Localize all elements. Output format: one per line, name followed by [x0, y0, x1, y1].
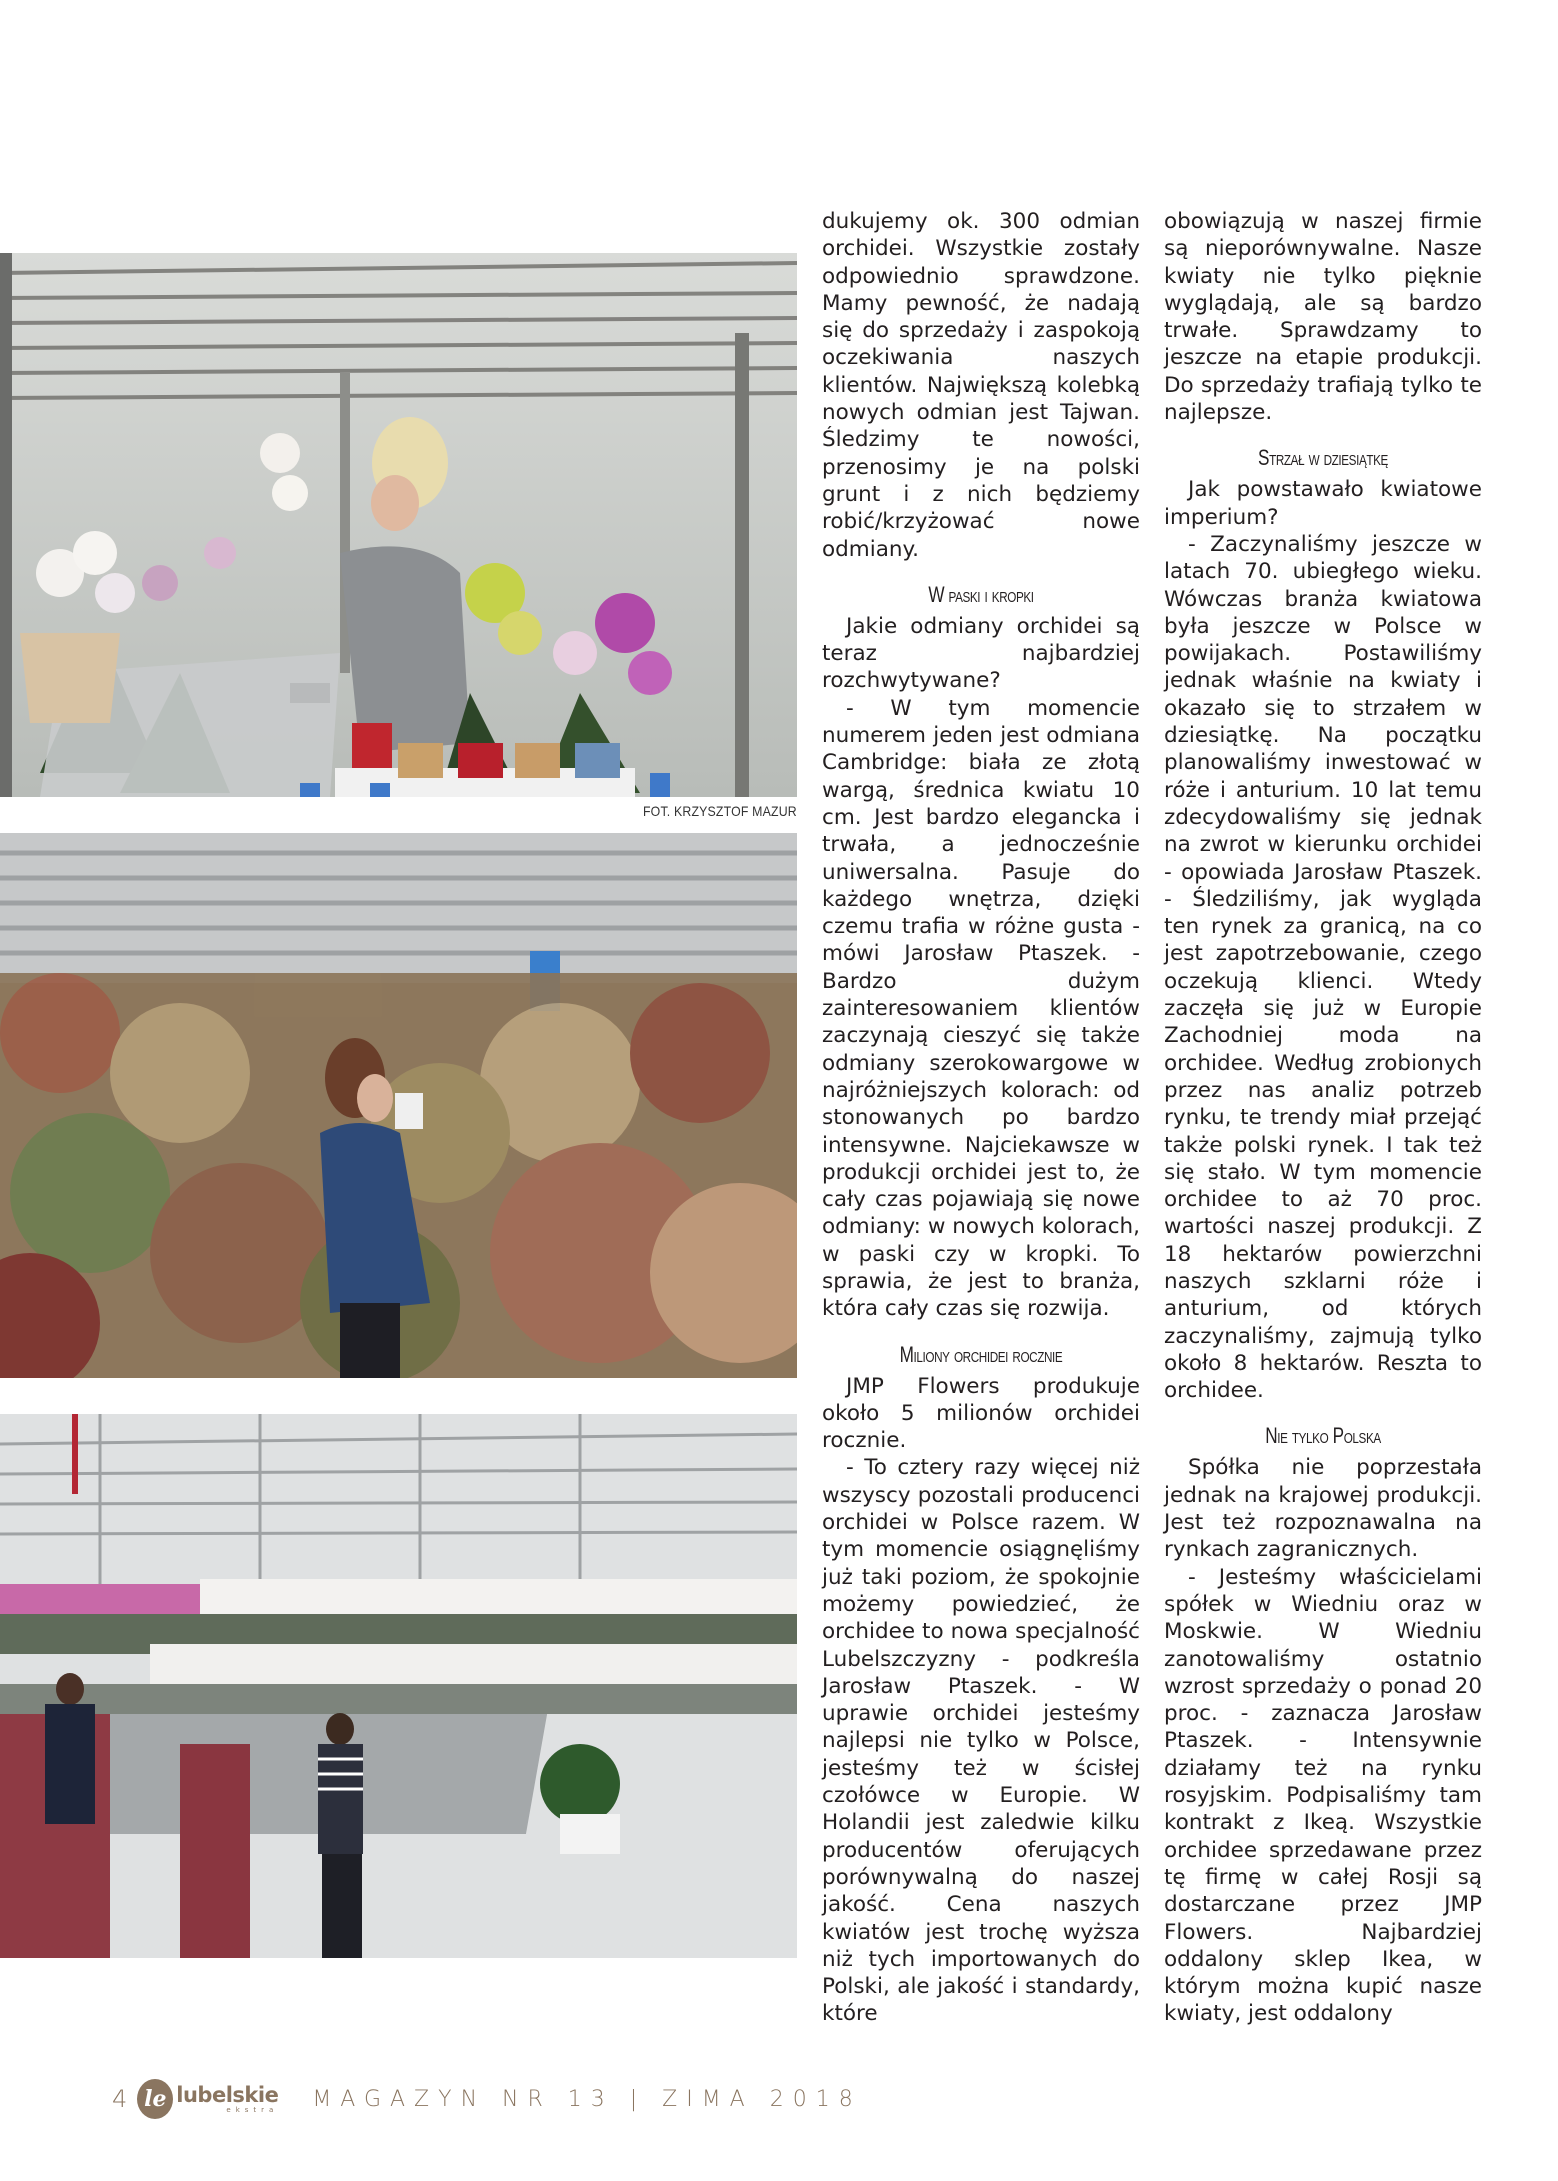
page-footer: [112, 2077, 862, 2121]
paragraph: JMP Flowers produkuje około 5 milionów orchidei rocznie.: [822, 1373, 1140, 1454]
paragraph: obowiązują w naszej firmie są nieporównywalne. Nasze kwiaty nie tylko pięknie wyglądają, ale są bardzo trwałe. Sprawdzamy to jeszcze na etapie produkcji. Do sprzedaży trafiają tylko te najlepsze.: [1164, 209, 1482, 426]
magazine-issue: MAGAZYN NR 13 | ZIMA 2018: [312, 2086, 862, 2112]
section-heading: Strzał w dziesiątkę: [1258, 445, 1388, 471]
logo-mark-icon: le: [137, 2079, 173, 2119]
photo-roses-worker: [0, 833, 797, 1378]
article-column-1: [822, 208, 1140, 2028]
section-heading: Miliony orchidei rocznie: [899, 1341, 1063, 1367]
photo-orchid-greenhouse: [0, 1414, 797, 1958]
logo-wordmark: lubelskie: [176, 2082, 279, 2107]
section-heading: W paski i kropki: [928, 581, 1034, 607]
paragraph: Spółka nie poprzestała jednak na krajowej produkcji. Jest też rozpoznawalna na rynkach zagranicznych.: [1164, 1455, 1482, 1563]
paragraph: - Jesteśmy właścicielami spółek w Wiedniu oraz w Moskwie. W Wiedniu zanotowaliśmy ostatnio wzrost sprzedaży o ponad 20 proc. - zaznacza Jarosław Ptaszek. - Intensywnie działamy też na rynku rosyjskim. Podpisaliśmy tam kontrakt z Ikeą. Wszystkie orchidee sprzedawane przez tę firmę w całej Rosji są dostarczane przez JMP Flowers. Najbardziej oddalony sklep Ikea, w którym można kupić nasze kwiaty, jest oddalony: [1164, 1564, 1482, 2027]
lubelskie-ekstra-logo: [137, 2079, 278, 2119]
photo-roses-worker-image: [0, 833, 797, 1378]
photo-credit: FOT. KRZYSZTOF MAZUR: [643, 803, 797, 819]
article-column-2: [1164, 208, 1482, 2028]
paragraph: - Zaczynaliśmy jeszcze w latach 70. ubiegłego wieku. Wówczas branża kwiatowa była jeszcze w Polsce w powijakach. Postawiliśmy jednak właśnie na kwiaty i okazało się to strzałem w dziesiątkę. Na początku planowaliśmy inwestować w róże i anturium. 10 lat temu zdecydowaliśmy się jednak na zwrot w kierunku orchidei - opowiada Jarosław Ptaszek. - Śledziliśmy, jak wygląda ten rynek za granicą, na co jest zapotrzebowanie, czego oczekują klienci. Wtedy zaczęła się już w Europie Zachodniej moda na orchidee. Według zrobionych przez nas analiz potrzeb rynku, te trendy miał przejąć także polski rynek. I tak też się stało. W tym momencie orchidee to aż 70 proc. wartości naszej produkcji. Z 18 hektarów powierzchni naszych szklarni róże i anturium, od których zaczynaliśmy, zajmują tylko około 8 hektarów. Reszta to orchidee.: [1164, 531, 1482, 1404]
logo-subtitle: ekstra: [226, 2105, 279, 2114]
paragraph: - W tym momencie numerem jeden jest odmiana Cambridge: biała ze złotą wargą, średnica kwiatu 10 cm. Jest bardzo elegancka i trwała, a jednocześnie uniwersalna. Pasuje do każdego wnętrza, dzięki czemu trafia w różne gusta - mówi Jarosław Ptaszek. - Bardzo dużym zainteresowaniem klientów zaczynają cieszyć się także odmiany szerokowargowe w najróżniejszych kolorach: od stonowanych po bardzo intensywne. Najciekawsze w produkcji orchidei jest to, że cały czas pojawiają się nowe odmiany: w nowych kolorach, w paski czy w kropki. To sprawia, że jest to branża, która cały czas się rozwija.: [822, 695, 1140, 1322]
question-paragraph: Jakie odmiany orchidei są teraz najbardziej rozchwytywane?: [822, 613, 1140, 694]
paragraph: - To cztery razy więcej niż wszyscy pozostali producenci orchidei w Polsce razem. W tym momencie osiągnęliśmy już taki poziom, że spokojnie możemy powiedzieć, że orchidee to nowa specjalność Lubelszczyzny - podkreśla Jarosław Ptaszek. - W uprawie orchidei jesteśmy najlepsi nie tylko w Polsce, jesteśmy też w ścisłej czołówce w Europie. W Holandii jest zaledwie kilku producentów oferujących porównywalną do naszej jakość. Cena naszych kwiatów jest trochę wyższa niż tych importowanych do Polski, ale jakość i standardy, które: [822, 1455, 1140, 2027]
question-paragraph: Jak powstawało kwiatowe imperium?: [1164, 477, 1482, 530]
photo-orchid-worker-image: [0, 253, 797, 797]
photo-orchid-greenhouse-image: [0, 1414, 797, 1958]
paragraph: dukujemy ok. 300 odmian orchidei. Wszystkie zostały odpowiednio sprawdzone. Mamy pewność, że nadają się do sprzedaży i zaspokoją oczekiwania naszych klientów. Największą kolebką nowych odmian jest Tajwan. Śledzimy te nowości, przenosimy je na polski grunt i z nich będziemy robić/krzyżować nowe odmiany.: [822, 209, 1140, 562]
page-number: 4: [112, 2085, 128, 2113]
section-heading: Nie tylko Polska: [1265, 1423, 1381, 1449]
photo-orchid-worker: [0, 253, 797, 797]
